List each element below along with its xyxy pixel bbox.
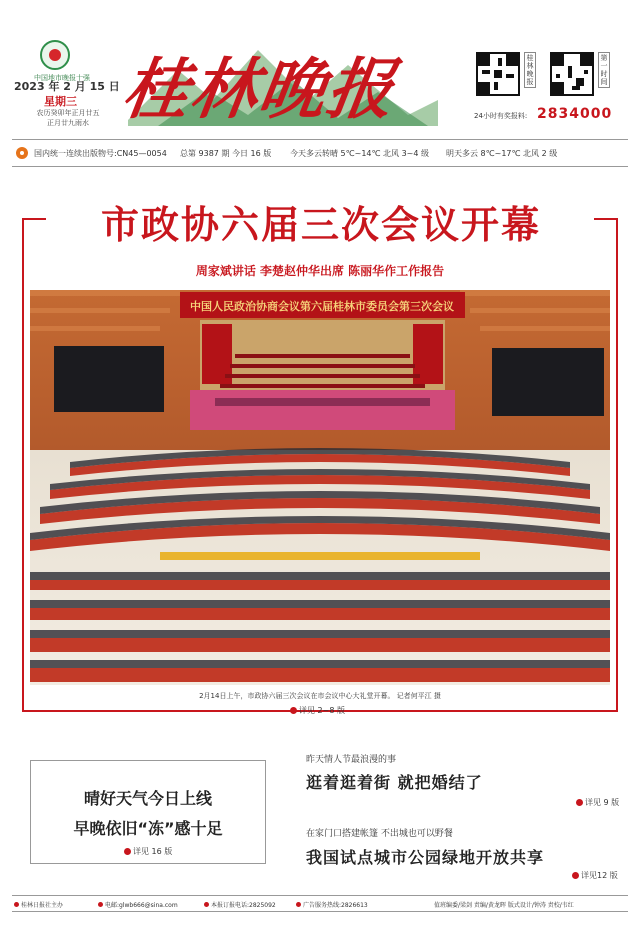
lead-headline[interactable]: 市政协六届三次会议开幕	[100, 203, 541, 247]
lunar-date	[28, 108, 108, 128]
bullet-dot-icon	[576, 799, 583, 806]
footer-email[interactable]	[98, 900, 178, 909]
lead-see-more-label: 详见 2~8 版	[299, 706, 345, 715]
story-2-see-more-label: 详见12 版	[581, 871, 618, 880]
issue-date: 2023 年 2 月 15 日	[14, 80, 120, 93]
serial-number: 国内统一连续出版物号:CN45—0054	[34, 149, 167, 158]
footer-email-label: 电邮:glwb666@sina.com	[105, 902, 178, 909]
frame-top-left-rule	[22, 218, 46, 220]
weather-see-more[interactable]	[124, 846, 172, 857]
lunar-date-line-1: 农历癸卯年正月廿五	[36, 109, 100, 117]
bullet-dot-icon	[14, 902, 19, 907]
newspaper-emblem-icon	[40, 40, 70, 70]
weather-headline-line-1: 晴好天气今日上线	[83, 789, 212, 808]
photo-banner-text: 中国人民政治协商会议第六届桂林市委员会第三次会议	[190, 300, 454, 313]
story-2-kicker: 在家门口搭建帐篷 不出城也可以野餐	[306, 829, 453, 839]
issue-number: 总第 9387 期 今日 16 版	[180, 149, 272, 158]
story-1-see-more[interactable]	[576, 797, 619, 808]
qr-code-icon[interactable]	[476, 52, 520, 96]
masthead-tagline: 中国地市晚报十强	[34, 74, 90, 82]
bullet-dot-icon	[204, 902, 209, 907]
story-2-see-more[interactable]	[572, 870, 618, 881]
footer-credits: 值班编委/梁剑 责编/黄龙晖 版式设计/钟涛 责校/韦红	[434, 902, 574, 909]
weather-tomorrow: 明天多云 8℃~17℃ 北风 2 级	[446, 149, 558, 158]
bullet-dot-icon	[98, 902, 103, 907]
footer-subscribe	[204, 900, 276, 909]
footer-subscribe-label: 本报订报电话:2825092	[211, 902, 276, 909]
qr-label-first-time: 第一时间	[598, 52, 610, 88]
bullet-dot-icon	[290, 707, 297, 714]
lead-see-more[interactable]	[290, 705, 345, 716]
story-1-kicker: 昨天情人节最浪漫的事	[306, 755, 397, 765]
conference-hall-photo[interactable]	[30, 290, 610, 685]
footer-ads	[296, 900, 368, 909]
qr-label-guilin-evening: 桂林晚报	[524, 52, 536, 88]
footer-ads-label: 广告服务热线:2826613	[303, 902, 368, 909]
footer-publisher-label: 桂林日报社主办	[21, 902, 64, 909]
footer-top-rule	[12, 895, 628, 896]
footer-bottom-rule	[12, 911, 628, 912]
story-1-see-more-label: 详见 9 版	[585, 798, 620, 807]
info-bar-bottom-rule	[12, 166, 628, 167]
bullet-dot-icon	[124, 848, 131, 855]
photo-caption: 2月14日上午，市政协六届三次会议在市会议中心大礼堂开幕。 记者何平江 摄	[199, 692, 441, 700]
weather-see-more-label: 详见 16 版	[133, 847, 173, 856]
info-bar-top-rule	[12, 139, 628, 140]
bullet-dot-icon	[296, 902, 301, 907]
lunar-date-line-2: 正月廿九雨水	[47, 119, 89, 127]
footer-publisher	[14, 900, 63, 909]
issue-weekday: 星期三	[44, 95, 77, 108]
story-1-headline[interactable]: 逛着逛着街 就把婚结了	[306, 773, 483, 792]
frame-top-right-rule	[594, 218, 618, 220]
lead-subhead: 周家斌讲话 李楚赵仲华出席 陈丽华作工作报告	[195, 264, 445, 278]
weather-headline-line-2: 早晚依旧“冻”感十足	[73, 819, 223, 838]
hotline-number[interactable]: 2834000	[537, 106, 613, 122]
circle-logo-icon	[16, 147, 28, 159]
story-2-headline[interactable]: 我国试点城市公园绿地开放共享	[306, 848, 545, 867]
weather-today: 今天多云转晴 5℃~14℃ 北风 3~4 级	[290, 149, 429, 158]
bullet-dot-icon	[572, 872, 579, 879]
masthead-title: 桂林晚报	[117, 50, 401, 128]
hotline-label: 24小时有奖报料:	[474, 112, 528, 120]
qr-code-icon[interactable]	[550, 52, 594, 96]
